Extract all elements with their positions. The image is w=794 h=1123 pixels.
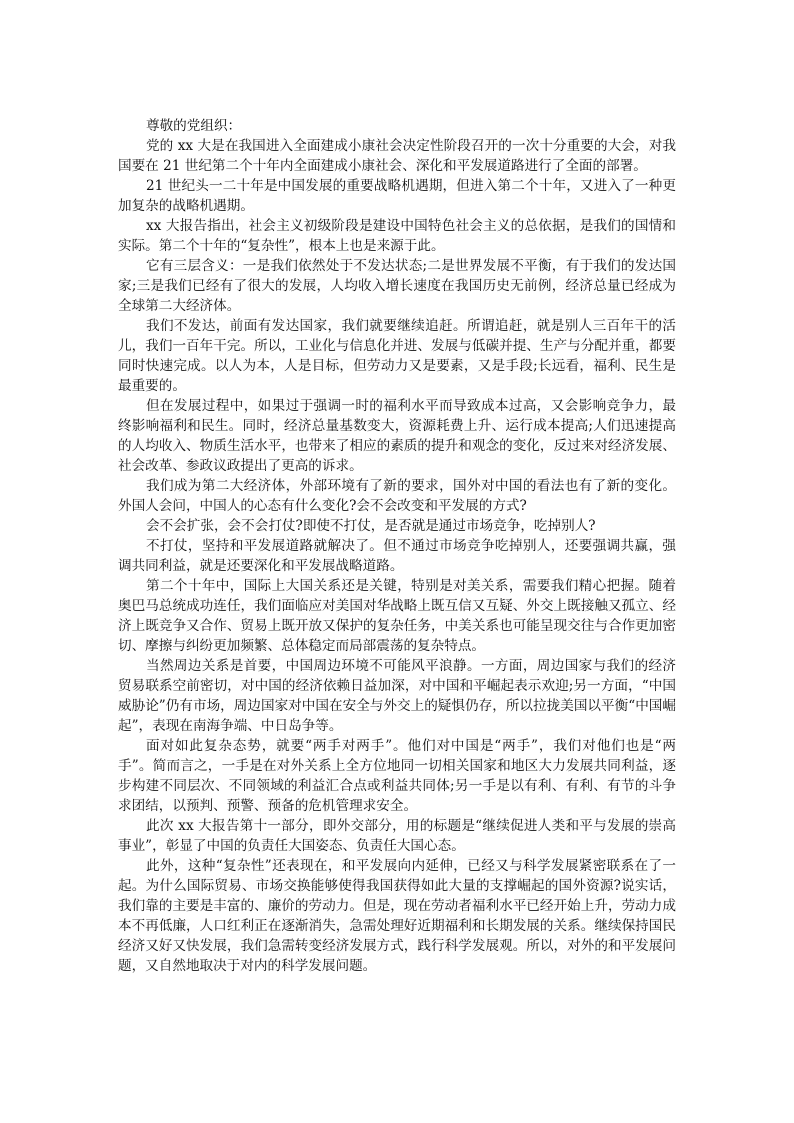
paragraph-13: 此次 xx 大报告第十一部分，即外交部分，用的标题是“继续促进人类和平与发展的崇高事业”，彰显了中国的负责任大国姿态、负责任大国心态。 [118, 818, 676, 854]
paragraph-5: 我们不发达，前面有发达国家，我们就要继续追赶。所谓追赶，就是别人三百年干的活儿，我们一百年干完。所以，工业化与信息化并进、发展与低碳并提、生产与分配并重，都要同时快速完成。以人为本，人是目标，但劳动力又是要素，又是手段;长远看，福利、民生是最重要的。 [118, 318, 676, 394]
paragraph-12: 面对如此复杂态势，就要“两手对两手”。他们对中国是“两手”，我们对他们也是“两手”。简而言之，一手是在对外关系上全方位地同一切相关国家和地区大力发展共同利益，逐步构建不同层次、不同领域的利益汇合点或利益共同体;另一手是以有利、有利、有节的斗争求团结，以预判、预警、预备的危机管理求安全。 [118, 738, 676, 814]
paragraph-2: 21 世纪头一二十年是中国发展的重要战略机遇期，但进入第二个十年，又进入了一种更加复杂的战略机遇期。 [118, 178, 676, 214]
paragraph-11: 当然周边关系是首要，中国周边环境不可能风平浪静。一方面，周边国家与我们的经济贸易联系空前密切，对中国的经济依赖日益加深，对中国和平崛起表示欢迎;另一方面，“中国威胁论”仍有市场，周边国家对中国在安全与外交上的疑惧仍存，所以拉拢美国以平衡“中国崛起”，表现在南海争端、中日岛争等。 [118, 658, 676, 734]
paragraph-7: 我们成为第二大经济体，外部环境有了新的要求，国外对中国的看法也有了新的变化。外国人会问，中国人的心态有什么变化?会不会改变和平发展的方式? [118, 478, 676, 514]
paragraph-3: xx 大报告指出，社会主义初级阶段是建设中国特色社会主义的总依据，是我们的国情和实际。第二个十年的“复杂性”，根本上也是来源于此。 [118, 218, 676, 254]
letter-body [118, 116, 676, 976]
paragraph-4: 它有三层含义：一是我们依然处于不发达状态;二是世界发展不平衡，有于我们的发达国家;三是我们已经有了很大的发展，人均收入增长速度在我国历史无前例，经济总量已经成为全球第二大经济体。 [118, 258, 676, 314]
salutation: 尊敬的党组织： [146, 118, 242, 134]
paragraph-1: 党的 xx 大是在我国进入全面建成小康社会决定性阶段召开的一次十分重要的大会，对我国要在 21 世纪第二个十年内全面建成小康社会、深化和平发展道路进行了全面的部署。 [118, 138, 676, 174]
paragraph-8: 会不会扩张，会不会打仗?即使不打仗，是否就是通过市场竞争，吃掉别人? [146, 518, 596, 534]
paragraph-9: 不打仗，坚持和平发展道路就解决了。但不通过市场竞争吃掉别人，还要强调共赢，强调共同利益，就是还要深化和平发展战略道路。 [118, 538, 676, 574]
paragraph-14: 此外，这种“复杂性”还表现在，和平发展向内延伸，已经又与科学发展紧密联系在了一起。为什么国际贸易、市场交换能够使得我国获得如此大量的支撑崛起的国外资源?说实话，我们靠的主要是丰富的、廉价的劳动力。但是，现在劳动者福利水平已经开始上升，劳动力成本不再低廉，人口红利正在逐渐消失，急需处理好近期福利和长期发展的关系。继续保持国民经济又好又快发展，我们急需转变经济发展方式，践行科学发展观。所以，对外的和平发展问题，又自然地取决于对内的科学发展问题。 [118, 858, 676, 974]
paragraph-6: 但在发展过程中，如果过于强调一时的福利水平而导致成本过高，又会影响竞争力，最终影响福利和民生。同时，经济总量基数变大，资源耗费上升、运行成本提高;人们迅速提高的人均收入、物质生活水平，也带来了相应的素质的提升和观念的变化，反过来对经济发展、社会改革、参政议政提出了更高的诉求。 [118, 398, 676, 474]
paragraph-10: 第二个十年中，国际上大国关系还是关键，特别是对美关系，需要我们精心把握。随着奥巴马总统成功连任，我们面临应对美国对华战略上既互信又互疑、外交上既接触又孤立、经济上既竞争又合作、贸易上既开放又保护的复杂任务，中美关系也可能呈现交往与合作更加密切、摩擦与纠纷更加频繁、总体稳定而局部震荡的复杂特点。 [118, 578, 676, 654]
